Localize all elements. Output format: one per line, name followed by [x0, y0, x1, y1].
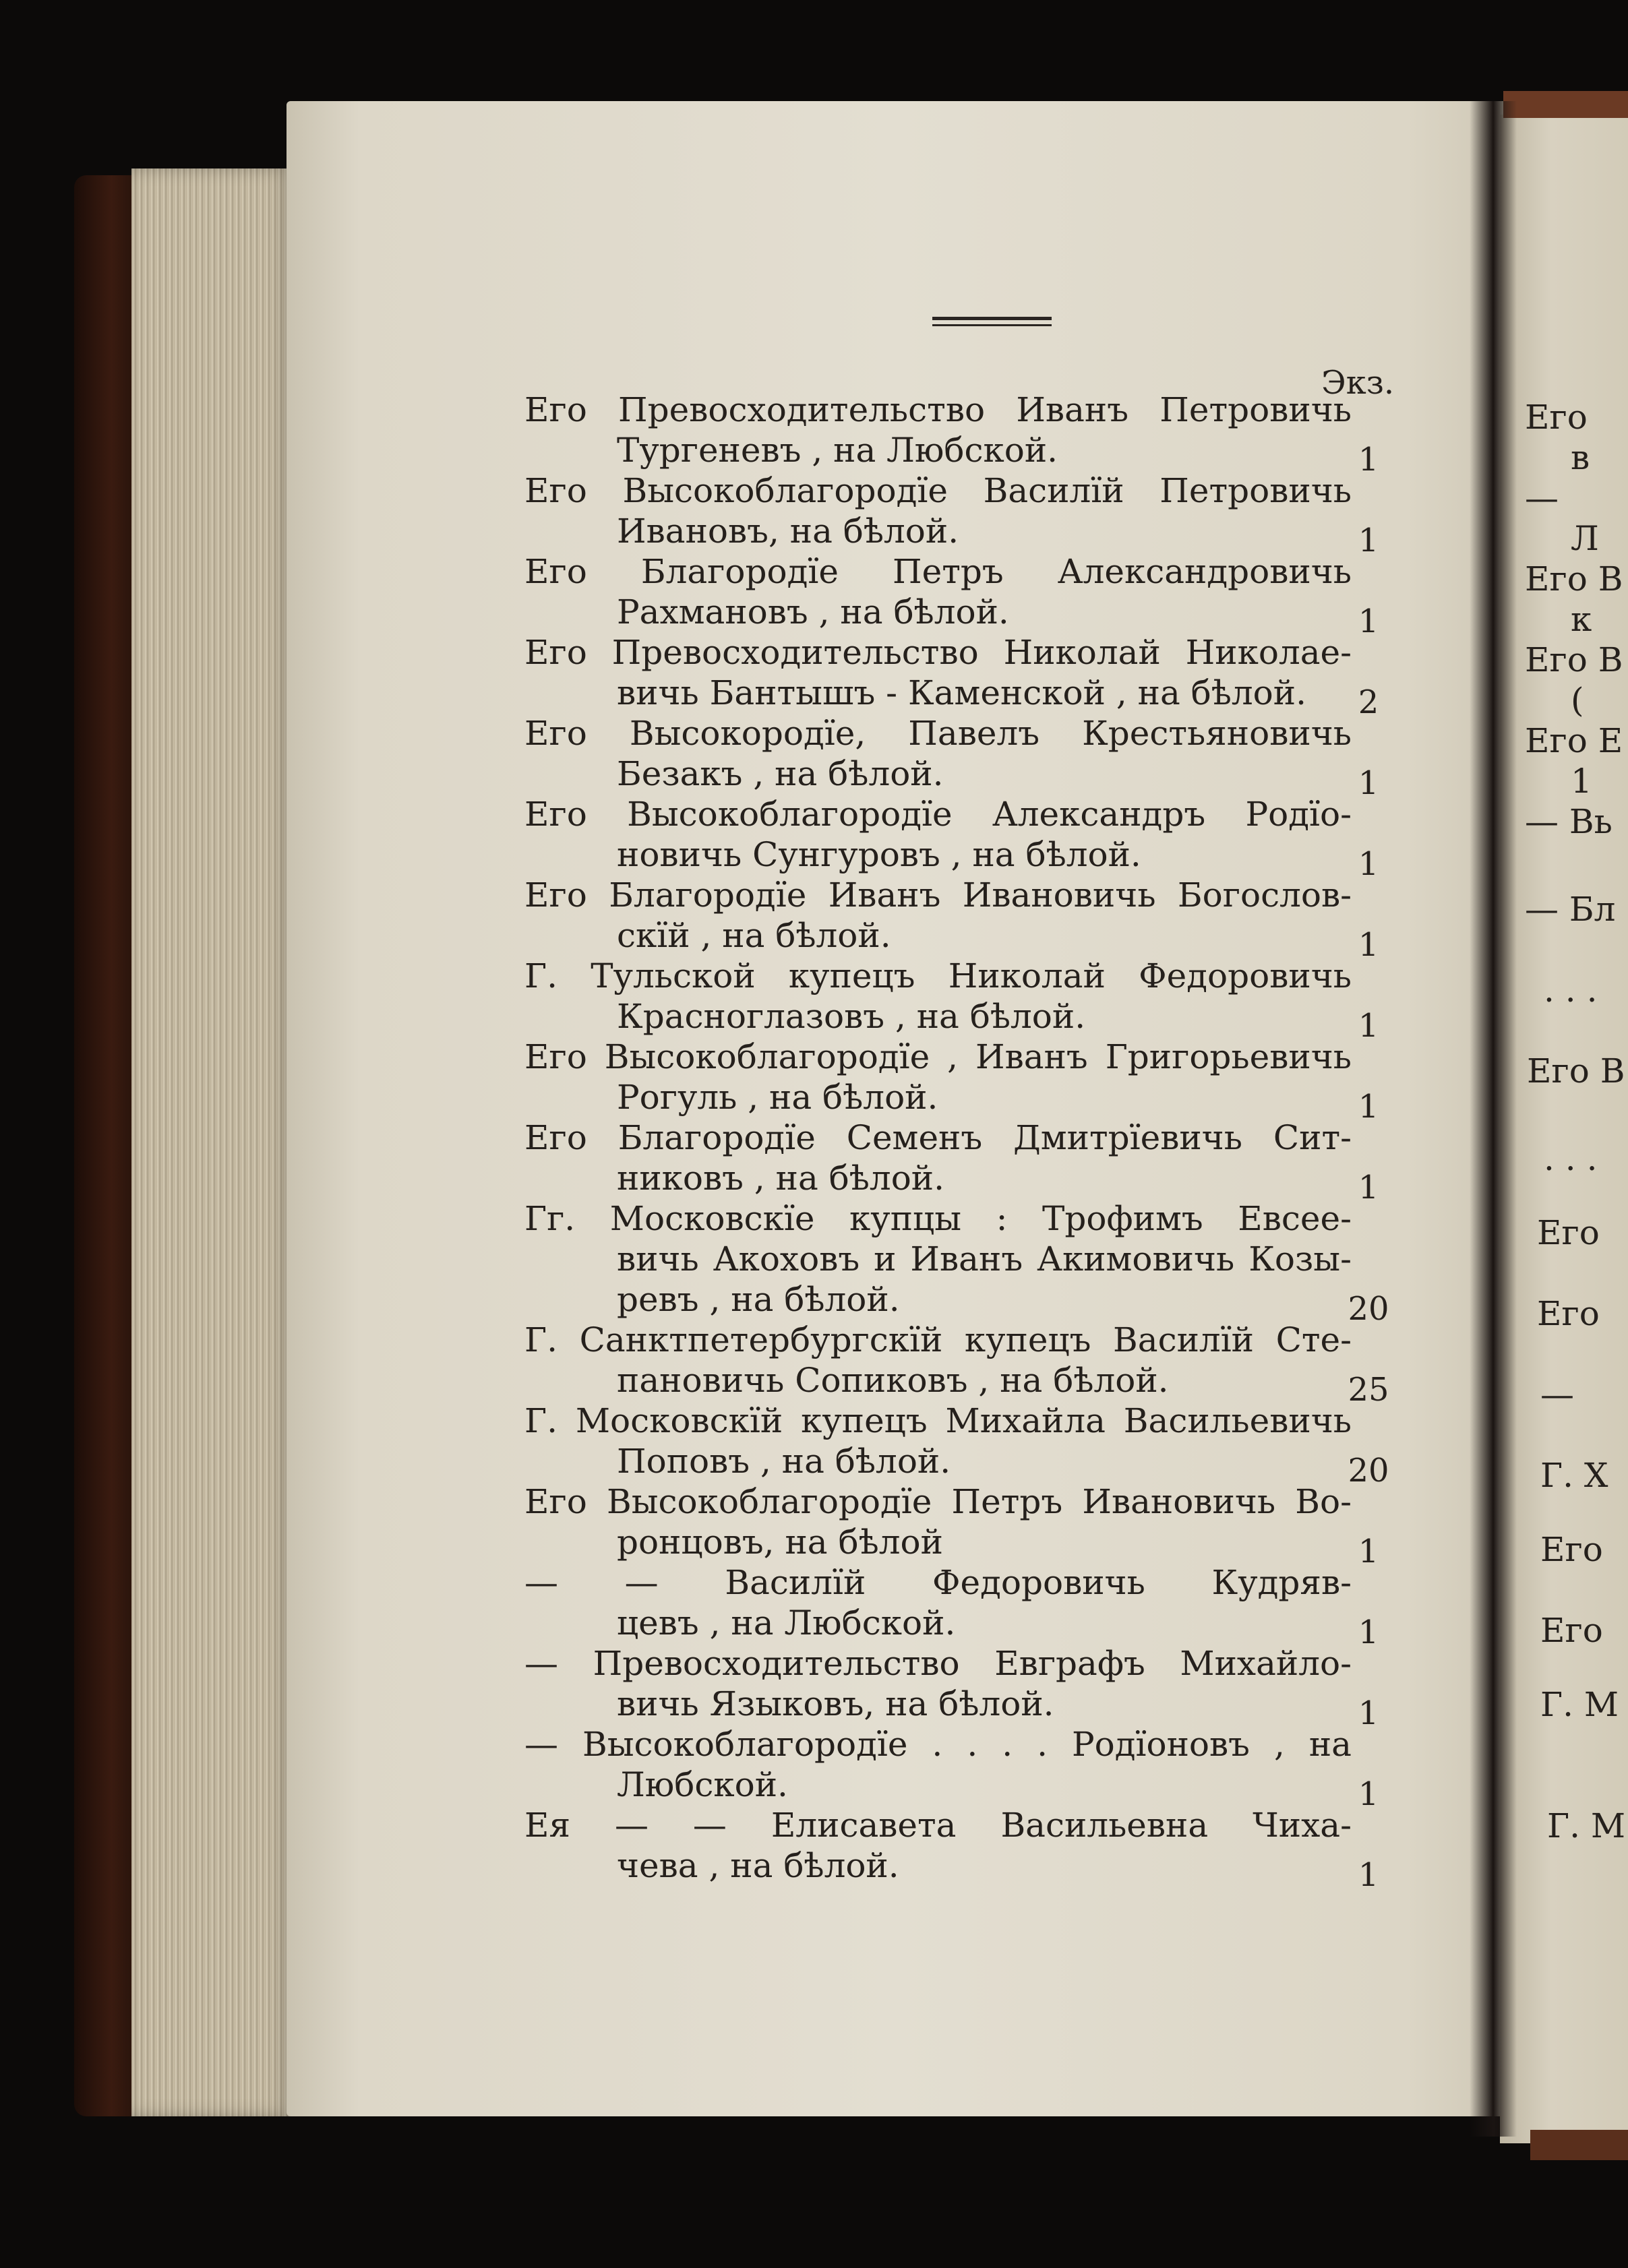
entry-line: Его Высокоблагородїе Петръ Ивановичь Во-: [524, 1482, 1352, 1521]
entry-line: — Высокоблагородїе . . . . Родїоновъ , на: [524, 1725, 1352, 1764]
copies-count: 1: [1358, 441, 1379, 479]
entry-line: Рогуль , на бѣлой.: [617, 1078, 938, 1117]
entry-line: цевъ , на Любской.: [617, 1603, 956, 1643]
entry-line: Его Благородїе Семенъ Дмитрїевичь Сит-: [524, 1118, 1352, 1157]
quantity-column-header: Экз.: [1321, 364, 1395, 402]
copies-count: 20: [1348, 1290, 1389, 1328]
right-page-fragment: — Бл: [1525, 890, 1616, 929]
copies-count: 2: [1358, 683, 1379, 721]
entry-line: Любской.: [617, 1765, 788, 1804]
entry-line: чева , на бѣлой.: [617, 1846, 899, 1885]
entry-line: вичь Бантышъ - Каменской , на бѣлой.: [617, 673, 1306, 712]
right-page-fragment: Л: [1571, 519, 1599, 558]
entry-line: скїй , на бѣлой.: [617, 916, 891, 955]
right-page-fragment: к: [1571, 600, 1592, 639]
entry-line: Гг. Московскїе купцы : Трофимъ Евсее-: [524, 1199, 1352, 1238]
copies-count: 1: [1358, 1775, 1379, 1813]
copies-count: 25: [1348, 1371, 1389, 1409]
entry-line: Тургеневъ , на Любской.: [617, 431, 1058, 470]
copies-count: 1: [1358, 1856, 1379, 1894]
right-page-fragment: Его В: [1525, 559, 1623, 599]
right-page-fragment: Г. Х: [1540, 1456, 1608, 1495]
entry-line: Г. Тульской купецъ Николай Федоровичь: [524, 956, 1352, 995]
right-page-fragment: Его: [1540, 1611, 1603, 1650]
right-page-fragment: Его В: [1527, 1051, 1625, 1091]
entry-line: Безакъ , на бѣлой.: [617, 754, 944, 793]
entry-line: Его Высокородїе, Павелъ Крестьяновичь: [524, 714, 1352, 753]
entry-line: Его Превосходительство Иванъ Петровичь: [524, 390, 1352, 429]
right-page-fragment: — Вь: [1525, 802, 1612, 841]
copies-count: 1: [1358, 522, 1379, 559]
copies-count: 1: [1358, 845, 1379, 883]
right-page-fragment: Его Е: [1525, 721, 1623, 760]
right-page-fragment: . . .: [1544, 971, 1598, 1010]
copies-count: 1: [1358, 1007, 1379, 1045]
right-page-fragment: . . .: [1544, 1139, 1598, 1178]
entry-line: Его Высокоблагородїе Василїй Петровичь: [524, 471, 1352, 510]
copies-count: 1: [1358, 764, 1379, 802]
right-page-fragment: Его В: [1525, 640, 1623, 679]
entry-line: Ея — — Елисавета Васильевна Чиха-: [524, 1806, 1352, 1845]
entry-line: Поповъ , на бѣлой.: [617, 1442, 951, 1481]
entry-line: Его Высокоблагородїе Александръ Родїо-: [524, 795, 1352, 834]
right-page-fragment: —: [1525, 479, 1559, 518]
copies-count: 1: [1358, 603, 1379, 640]
copies-count: 1: [1358, 1694, 1379, 1732]
copies-count: 20: [1348, 1452, 1389, 1490]
copies-count: 1: [1358, 926, 1379, 964]
right-page-fragment: Его: [1525, 398, 1588, 437]
entry-line: вичь Акоховъ и Иванъ Акимовичь Козы-: [617, 1239, 1352, 1279]
right-page-fragment: Г. М: [1540, 1685, 1619, 1724]
entry-line: Г. Московскїй купецъ Михайла Васильевичь: [524, 1401, 1352, 1440]
entry-line: ревъ , на бѣлой.: [617, 1280, 900, 1319]
right-page-fragment: Его: [1537, 1213, 1600, 1252]
right-page-fragment: Г. М: [1547, 1806, 1626, 1845]
right-page-fragment: Его: [1540, 1530, 1603, 1569]
copies-count: 1: [1358, 1533, 1379, 1570]
entry-line: Красноглазовъ , на бѣлой.: [617, 997, 1086, 1036]
right-page-fragment: в: [1571, 438, 1590, 477]
entry-line: пановичь Сопиковъ , на бѣлой.: [617, 1361, 1169, 1400]
entry-line: Его Благородїе Петръ Александровичь: [524, 552, 1352, 591]
entry-line: ронцовъ, на бѣлой: [617, 1523, 943, 1562]
right-page-fragment: —: [1540, 1375, 1574, 1414]
entry-line: новичь Сунгуровъ , на бѣлой.: [617, 835, 1141, 874]
copies-count: 1: [1358, 1088, 1379, 1126]
right-page-fragment: 1: [1571, 762, 1592, 801]
entry-line: вичь Языковъ, на бѣлой.: [617, 1684, 1054, 1723]
right-page-fragment: Его: [1537, 1294, 1600, 1333]
entry-line: никовъ , на бѣлой.: [617, 1159, 945, 1198]
copies-count: 1: [1358, 1169, 1379, 1206]
entry-line: — Превосходительство Евграфъ Михайло-: [524, 1644, 1352, 1683]
entry-line: Его Благородїе Иванъ Ивановичь Богослов-: [524, 876, 1352, 915]
entry-line: Рахмановъ , на бѣлой.: [617, 592, 1009, 632]
entry-line: Ивановъ, на бѣлой.: [617, 512, 959, 551]
entry-line: Его Высокоблагородїе , Иванъ Григорьевичь: [524, 1037, 1352, 1076]
entry-line: Его Превосходительство Николай Николае-: [524, 633, 1352, 672]
copies-count: 1: [1358, 1614, 1379, 1651]
entry-line: — — Василїй Федоровичь Кудряв-: [524, 1563, 1352, 1602]
entry-line: Г. Санктпетербургскїй купецъ Василїй Сте-: [524, 1320, 1352, 1359]
right-page-fragment: (: [1571, 681, 1584, 720]
